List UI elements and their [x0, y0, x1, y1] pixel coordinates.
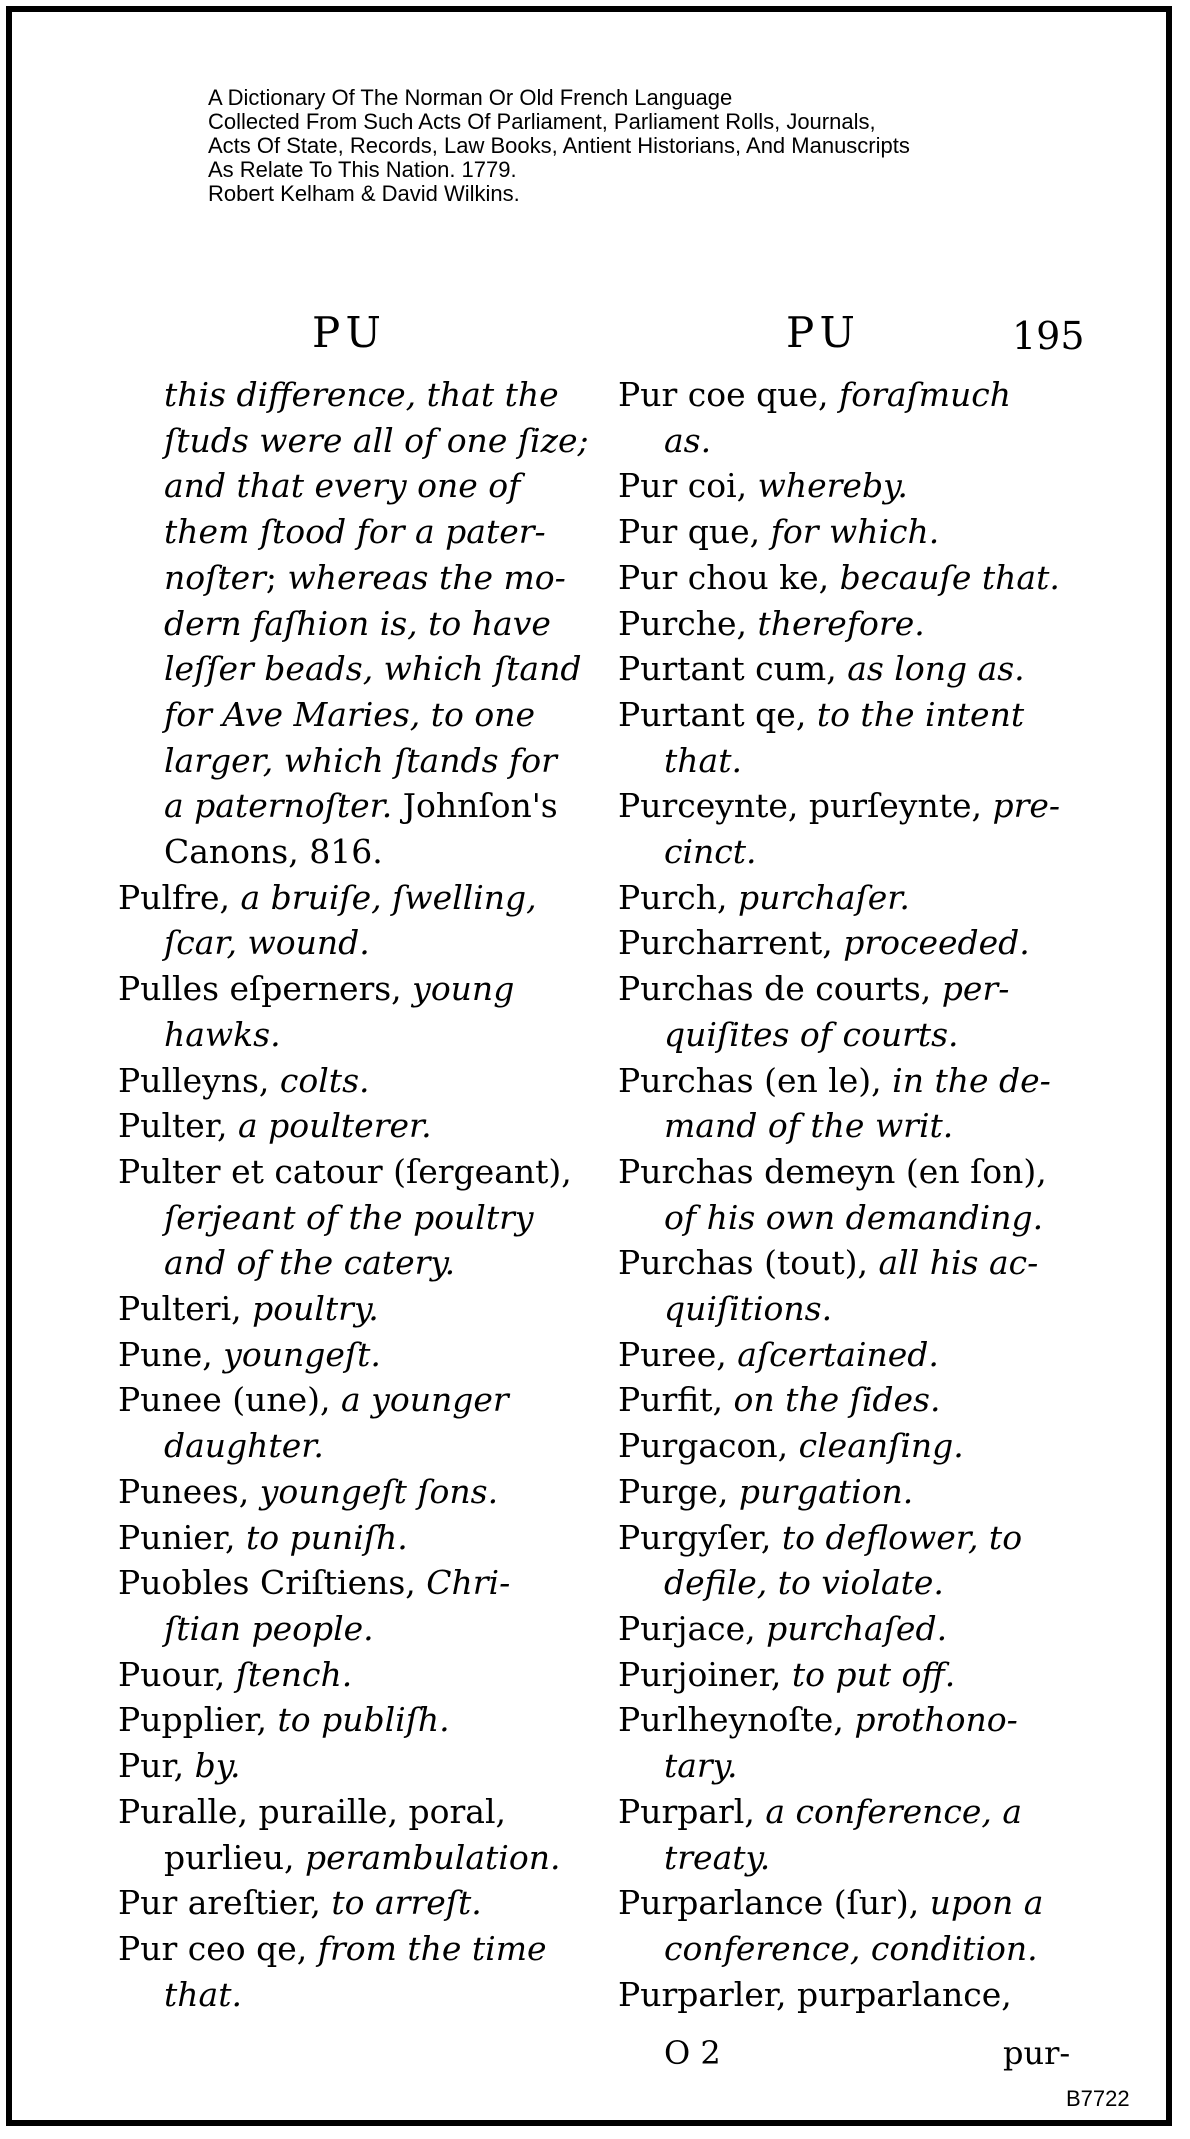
headword-text: Pulleyns,: [118, 1060, 280, 1100]
definition-text: for Ave Maries, to one: [164, 694, 536, 734]
entry-line: [618, 1972, 1088, 2018]
entry-line: [118, 1926, 582, 1972]
definition-text: to deflower, to: [781, 1517, 1023, 1557]
headword-text: Purparl,: [618, 1791, 766, 1831]
definition-text: noſter: [164, 557, 266, 597]
entry-continuation-line: [118, 1012, 582, 1058]
entry-line: [618, 1697, 1088, 1743]
headword-text: Purtant cum,: [618, 649, 848, 689]
headword-text: Pur coe que,: [618, 375, 839, 414]
definition-text: cleanſing.: [798, 1426, 964, 1466]
definition-text: a conference, a: [765, 1791, 1023, 1831]
definition-text: dern faſhion is, to have: [164, 603, 551, 643]
definition-text: cinct.: [664, 832, 757, 872]
definition-text: becauſe that.: [839, 557, 1060, 597]
definition-text: whereas the mo-: [287, 557, 566, 597]
header-line: Collected From Such Acts Of Parliament, Parliament Rolls, Journals,: [208, 109, 876, 134]
entry-line: [118, 1103, 582, 1149]
entry-line: [618, 463, 1088, 509]
catchword: pur-: [1003, 2034, 1071, 2072]
entry-line: [118, 1058, 582, 1104]
entry-line: [618, 372, 1088, 418]
entry-line: [118, 1743, 582, 1789]
headword-text: Pur chou ke,: [618, 557, 840, 597]
definition-text: Chri-: [426, 1563, 511, 1603]
headword-text: Pur,: [118, 1746, 195, 1786]
entry-line: [618, 1332, 1088, 1378]
headword-text: Purche,: [618, 603, 758, 643]
headword-text: Purcharrent,: [618, 923, 844, 963]
entry-line: [618, 875, 1088, 921]
entry-line: [618, 1606, 1088, 1652]
entry-line: [618, 783, 1088, 829]
entry-line: [618, 920, 1088, 966]
entry-line: [618, 1515, 1088, 1561]
headword-text: purlieu,: [164, 1837, 306, 1877]
headword-text: Purjoiner,: [618, 1654, 792, 1694]
definition-text: daughter.: [164, 1426, 324, 1466]
definition-text: young: [412, 969, 515, 1009]
entry-line: [118, 1469, 582, 1515]
entry-continuation-line: [118, 601, 582, 647]
entry-continuation-line: [118, 783, 582, 829]
headword-text: Purfit,: [618, 1380, 734, 1420]
definition-text: to publiſh.: [277, 1700, 450, 1740]
definition-text: leſſer beads, which ſtand: [164, 649, 582, 689]
entry-continuation-line: [618, 829, 1088, 875]
definition-text: foraſmuch: [838, 375, 1012, 414]
headword-text: Purparler, purparlance,: [618, 1974, 1012, 2014]
entry-line: [618, 1880, 1088, 1926]
definition-text: ſtench.: [235, 1654, 353, 1694]
entry-continuation-line: [118, 1423, 582, 1469]
headword-text: Purlheynoſte,: [618, 1700, 855, 1740]
headword-text: Pulter et catour (ſergeant),: [118, 1151, 572, 1191]
entry-line: [618, 646, 1088, 692]
entry-continuation-line: [618, 1926, 1088, 1972]
definition-text: a paternoſter.: [164, 786, 393, 826]
definition-text: and that every one of: [164, 466, 521, 506]
entry-continuation-line: [118, 1195, 582, 1241]
entry-continuation-line: [118, 509, 582, 555]
definition-text: larger, which ſtands for: [164, 740, 557, 780]
entry-continuation-line: [118, 829, 582, 875]
entry-line: [618, 1652, 1088, 1698]
definition-text: prothono-: [854, 1700, 1018, 1740]
entry-continuation-line: [618, 418, 1088, 464]
entry-line: [118, 1515, 582, 1561]
definition-text: of his own demanding.: [664, 1197, 1044, 1237]
definition-text: quiſitions.: [664, 1289, 833, 1329]
headword-text: Pulfre,: [118, 877, 241, 917]
definition-text: ſerjeant of the poultry: [164, 1197, 534, 1237]
definition-text: to arreſt.: [331, 1883, 482, 1923]
headword-text: Purparlance (ſur),: [618, 1883, 930, 1923]
entry-line: [618, 1240, 1088, 1286]
definition-text: purgation.: [738, 1471, 914, 1511]
definition-text: therefore.: [757, 603, 925, 643]
headword-text: Pur ceo qe,: [118, 1928, 318, 1968]
entry-line: [118, 1332, 582, 1378]
headword-text: Pur que,: [618, 512, 771, 552]
headword-text: Purchas demeyn (en ſon),: [618, 1151, 1047, 1191]
definition-text: ſtian people.: [164, 1608, 374, 1648]
definition-text: quiſites of courts.: [664, 1014, 959, 1054]
headword-text: Punee (une),: [118, 1380, 342, 1420]
definition-text: that.: [664, 740, 742, 780]
definition-text: poultry.: [252, 1289, 379, 1329]
entry-continuation-line: [118, 920, 582, 966]
entry-line: [618, 509, 1088, 555]
entry-continuation-line: [118, 1606, 582, 1652]
definition-text: to puniſh.: [245, 1517, 408, 1557]
entry-line: [618, 1149, 1088, 1195]
entry-continuation-line: [618, 1286, 1088, 1332]
entry-line: [118, 1377, 582, 1423]
headword-text: Pur areſtier,: [118, 1883, 332, 1923]
definition-text: and of the catery.: [164, 1243, 456, 1283]
entry-line: [618, 555, 1088, 601]
headword-text: Purchas de courts,: [618, 969, 942, 1009]
entry-continuation-line: [618, 1743, 1088, 1789]
definition-text: from the time: [317, 1928, 547, 1968]
entry-line: [618, 1423, 1088, 1469]
entry-line: [118, 1789, 582, 1835]
headword-text: Purtant qe,: [618, 694, 817, 734]
definition-text: as.: [664, 420, 712, 460]
header-line: A Dictionary Of The Norman Or Old French Language: [208, 85, 733, 110]
entry-continuation-line: [118, 372, 582, 418]
definition-text: hawks.: [164, 1014, 281, 1054]
definition-text: tary.: [664, 1746, 738, 1786]
headword-text: Puralle, puraille, poral,: [118, 1791, 507, 1831]
headword-text: Pune,: [118, 1334, 224, 1374]
definition-text: aſcertained.: [737, 1334, 939, 1374]
definition-text: ſtuds were all of one ſize;: [164, 420, 589, 460]
definition-text: defile, to violate.: [664, 1563, 944, 1603]
definition-text: that.: [164, 1974, 242, 2014]
entry-line: [118, 1149, 582, 1195]
definition-text: by.: [194, 1746, 241, 1786]
left-column: [118, 372, 589, 2017]
definition-text: a younger: [341, 1380, 509, 1420]
entry-continuation-line: [618, 1195, 1088, 1241]
entry-continuation-line: [618, 1103, 1088, 1149]
entry-line: [118, 1652, 582, 1698]
headword-text: Purchas (tout),: [618, 1243, 879, 1283]
headword-text: Pulter,: [118, 1106, 238, 1146]
definition-text: youngeſt.: [223, 1334, 381, 1374]
definition-text: this difference, that the: [164, 375, 559, 414]
definition-text: treaty.: [664, 1837, 771, 1877]
entry-continuation-line: [118, 463, 582, 509]
entry-line: [618, 1377, 1088, 1423]
entry-continuation-line: [118, 1835, 582, 1881]
header-line: Acts Of State, Records, Law Books, Antient Historians, And Manuscripts: [208, 133, 910, 158]
definition-text: youngeſt ſons.: [259, 1471, 499, 1511]
headword-text: ;: [265, 557, 288, 597]
definition-text: pre-: [992, 786, 1061, 826]
entry-line: [118, 1697, 582, 1743]
headword-text: Pulteri,: [118, 1289, 253, 1329]
entry-line: [618, 1469, 1088, 1515]
entry-continuation-line: [118, 692, 582, 738]
headword-text: Purceynte, purſeynte,: [618, 786, 993, 826]
entry-line: [118, 875, 582, 921]
definition-text: proceeded.: [843, 923, 1030, 963]
header-line: Robert Kelham & David Wilkins.: [208, 181, 520, 206]
entry-continuation-line: [118, 738, 582, 784]
definition-text: perambulation.: [305, 1837, 561, 1877]
headword-text: Pulles eſperners,: [118, 969, 413, 1009]
document-code: B7722: [1066, 2086, 1130, 2111]
definition-text: all his ac-: [878, 1243, 1039, 1283]
entry-line: [618, 601, 1088, 647]
definition-text: a poulterer.: [237, 1106, 432, 1146]
source-header: [208, 86, 1108, 206]
entry-line: [118, 966, 582, 1012]
definition-text: to the intent: [816, 694, 1025, 734]
headword-text: Punier,: [118, 1517, 246, 1557]
entry-continuation-line: [118, 646, 582, 692]
entry-continuation-line: [118, 1972, 582, 2018]
definition-text: purchaſer.: [737, 877, 910, 917]
entry-continuation-line: [618, 738, 1088, 784]
entry-line: [118, 1286, 582, 1332]
headword-text: Purgacon,: [618, 1426, 799, 1466]
definition-text: them ſtood for a pater-: [164, 512, 546, 552]
right-column: [618, 372, 1088, 2017]
headword-text: Purch,: [618, 877, 738, 917]
definition-text: purchaſed.: [766, 1608, 948, 1648]
headword-text: Puree,: [618, 1334, 738, 1374]
headword-text: Pur coi,: [618, 466, 758, 506]
definition-text: ſcar, wound.: [164, 923, 370, 963]
entry-continuation-line: [618, 1012, 1088, 1058]
headword-text: Purge,: [618, 1471, 739, 1511]
entry-continuation-line: [618, 1560, 1088, 1606]
entry-line: [618, 966, 1088, 1012]
running-head-left: PU: [312, 308, 387, 357]
page-number: 195: [1012, 314, 1085, 358]
entry-line: [118, 1880, 582, 1926]
definition-text: mand of the writ.: [664, 1106, 954, 1146]
header-line: As Relate To This Nation. 1779.: [208, 157, 517, 182]
headword-text: Punees,: [118, 1471, 260, 1511]
headword-text: Pupplier,: [118, 1700, 278, 1740]
definition-text: whereby.: [757, 466, 908, 506]
definition-text: upon a: [929, 1883, 1044, 1923]
headword-text: Puobles Criſtiens,: [118, 1563, 427, 1603]
headword-text: Purjace,: [618, 1608, 767, 1648]
entry-continuation-line: [118, 418, 589, 464]
running-head-right: PU: [786, 308, 861, 357]
entry-line: [118, 1560, 582, 1606]
headword-text: Purgyſer,: [618, 1517, 782, 1557]
headword-text: Purchas (en le),: [618, 1060, 893, 1100]
headword-text: Puour,: [118, 1654, 236, 1694]
definition-text: a bruiſe, ſwelling,: [240, 877, 537, 917]
entry-line: [618, 692, 1088, 738]
entry-continuation-line: [118, 1240, 582, 1286]
definition-text: colts.: [279, 1060, 370, 1100]
entry-line: [618, 1789, 1088, 1835]
headword-text: Johnſon's: [392, 786, 558, 826]
entry-continuation-line: [118, 555, 582, 601]
definition-text: on the ſides.: [733, 1380, 941, 1420]
definition-text: for which.: [770, 512, 940, 552]
entry-line: [618, 1058, 1088, 1104]
definition-text: conference, condition.: [664, 1928, 1038, 1968]
definition-text: per-: [941, 969, 1010, 1009]
definition-text: to put off.: [791, 1654, 956, 1694]
signature-mark: O 2: [664, 2034, 721, 2072]
headword-text: Canons, 816.: [164, 832, 383, 872]
entry-continuation-line: [618, 1835, 1088, 1881]
definition-text: in the de-: [892, 1060, 1051, 1100]
definition-text: as long as.: [847, 649, 1025, 689]
